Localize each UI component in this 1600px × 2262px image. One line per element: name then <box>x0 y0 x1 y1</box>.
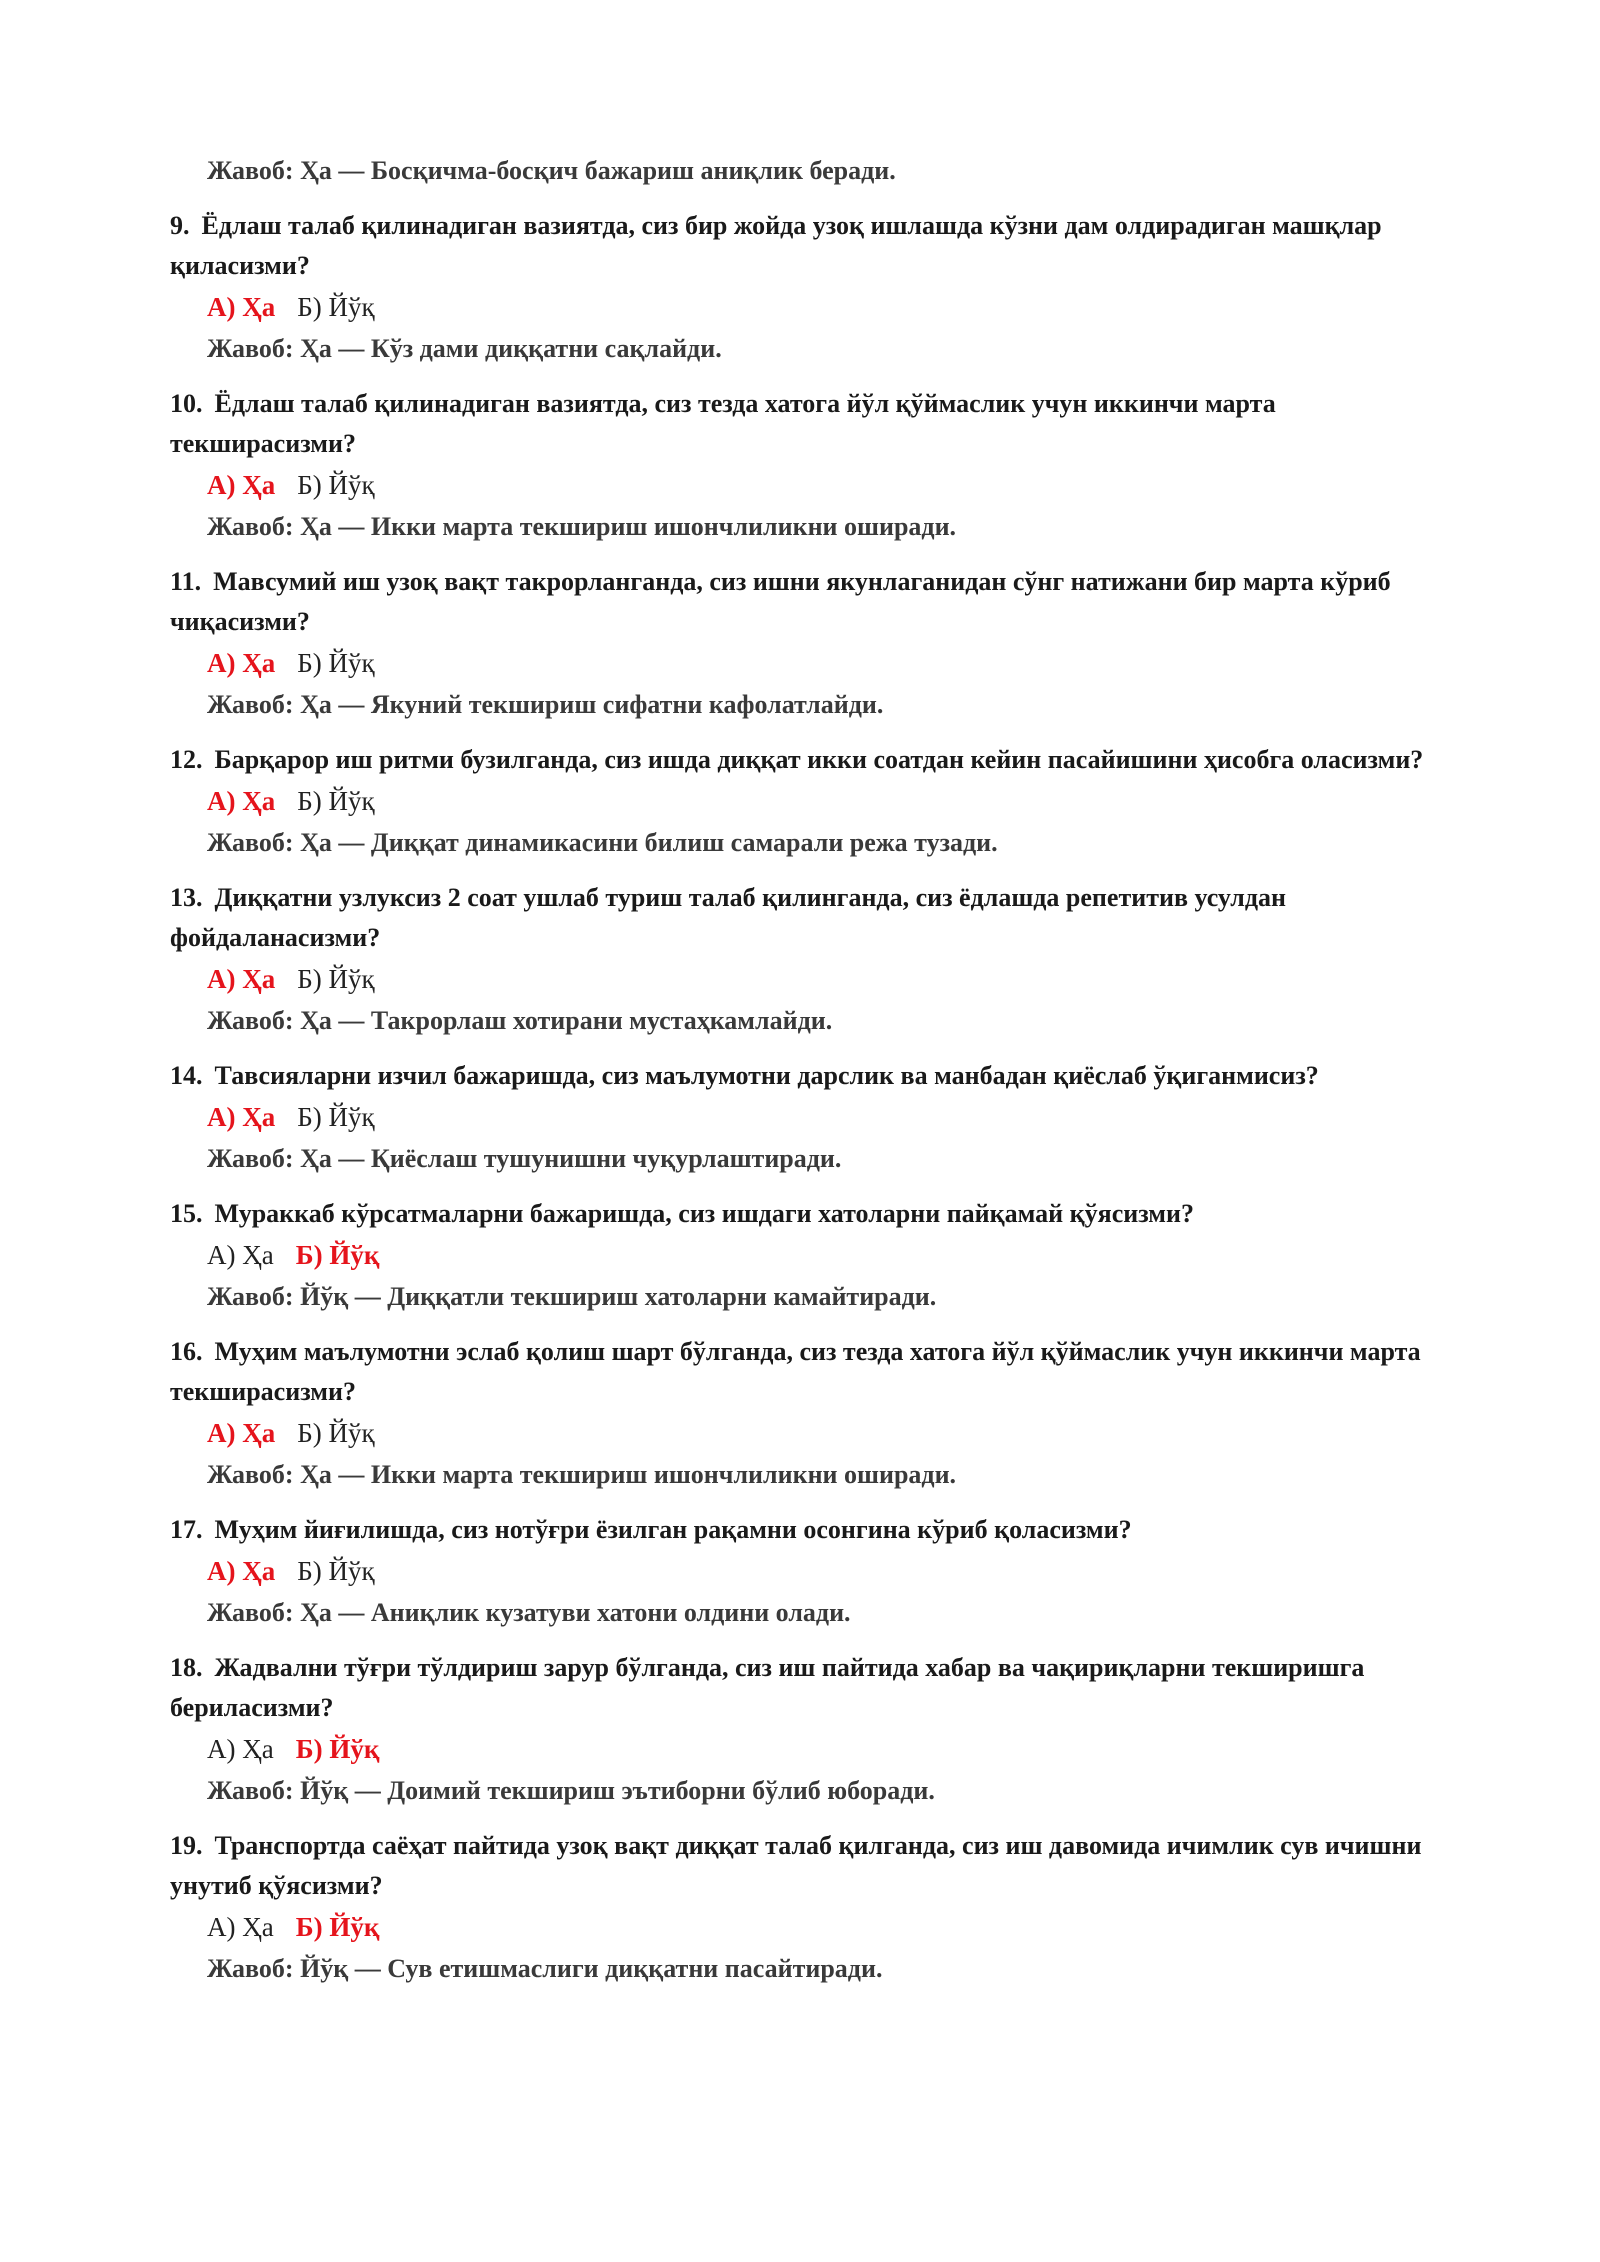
question-number: 13. <box>170 883 203 912</box>
option-b: Б) Йўқ <box>297 292 375 322</box>
option-b: Б) Йўқ <box>297 648 375 678</box>
question-number: 11. <box>170 567 202 596</box>
option-b: Б) Йўқ <box>297 1556 375 1586</box>
answer-line: Жавоб: Йўқ — Сув етишмаслиги диққатни пасайтиради. <box>207 1954 883 1983</box>
question-number: 14. <box>170 1061 203 1090</box>
answer-options <box>207 1906 1460 1948</box>
answer-options <box>207 780 1460 822</box>
question-text <box>170 878 1460 958</box>
option-a: А) Ҳа <box>207 648 276 678</box>
option-b: Б) Йўқ <box>297 786 375 816</box>
answer-line: Жавоб: Ҳа — Қиёслаш тушунишни чуқурлаштиради. <box>207 1144 842 1173</box>
question-text <box>170 1826 1460 1906</box>
answer-line: Жавоб: Ҳа — Аниқлик кузатуви хатони олдини олади. <box>207 1598 851 1627</box>
option-b: Б) Йўқ <box>295 1734 380 1764</box>
question-number: 19. <box>170 1831 203 1860</box>
answer-options <box>207 286 1460 328</box>
question-body: Муҳим йиғилишда, сиз нотўғри ёзилган рақамни осонгина кўриб қоласизми? <box>214 1515 1132 1544</box>
answer-options <box>207 958 1460 1000</box>
question-number: 17. <box>170 1515 203 1544</box>
question-body: Мавсумий иш узоқ вақт такрорланганда, сиз ишни якунлаганидан сўнг натижани бир марта кўриб чиқасизми? <box>170 567 1391 636</box>
question-block <box>170 740 1460 864</box>
question-text <box>170 1194 1460 1234</box>
question-text <box>170 1056 1460 1096</box>
option-a: А) Ҳа <box>207 1418 276 1448</box>
question-body: Муҳим маълумотни эслаб қолиш шарт бўлганда, сиз тезда хатога йўл қўймаслик учун иккинчи марта текширасизми? <box>170 1337 1421 1406</box>
question-body: Диққатни узлуксиз 2 соат ушлаб туриш талаб қилинганда, сиз ёдлашда репетитив усулдан фойдаланасизми? <box>170 883 1286 952</box>
question-number: 16. <box>170 1337 203 1366</box>
answer-options <box>207 1728 1460 1770</box>
answer-line: Жавоб: Йўқ — Диққатли текшириш хатоларни камайтиради. <box>207 1282 937 1311</box>
question-block <box>170 562 1460 726</box>
question-number: 18. <box>170 1653 203 1682</box>
answer-line: Жавоб: Ҳа — Якуний текшириш сифатни кафолатлайди. <box>207 690 884 719</box>
option-b: Б) Йўқ <box>297 1102 375 1132</box>
option-b: Б) Йўқ <box>295 1240 380 1270</box>
question-number: 15. <box>170 1199 203 1228</box>
question-body: Тавсияларни изчил бажаришда, сиз маълумотни дарслик ва манбадан қиёслаб ўқиганмисиз? <box>214 1061 1319 1090</box>
question-body: Мураккаб кўрсатмаларни бажаришда, сиз ишдаги хатоларни пайқамай қўясизми? <box>214 1199 1194 1228</box>
question-number: 12. <box>170 745 203 774</box>
question-number: 9. <box>170 211 190 240</box>
answer-options <box>207 1096 1460 1138</box>
question-block <box>170 878 1460 1042</box>
question-container <box>170 206 1460 1990</box>
option-a: А) Ҳа <box>207 1240 274 1270</box>
question-block <box>170 1332 1460 1496</box>
option-a: А) Ҳа <box>207 1912 274 1942</box>
question-text <box>170 740 1460 780</box>
answer-options <box>207 1412 1460 1454</box>
option-a: А) Ҳа <box>207 470 276 500</box>
option-a: А) Ҳа <box>207 292 276 322</box>
answer-line: Жавоб: Ҳа — Кўз дами диққатни сақлайди. <box>207 334 722 363</box>
answer-line: Жавоб: Йўқ — Доимий текшириш эътиборни бўлиб юборади. <box>207 1776 935 1805</box>
question-text <box>170 384 1460 464</box>
question-block <box>170 1826 1460 1990</box>
answer-options <box>207 642 1460 684</box>
option-a: А) Ҳа <box>207 1556 276 1586</box>
question-block <box>170 1510 1460 1634</box>
answer-options <box>207 464 1460 506</box>
question-block <box>170 1194 1460 1318</box>
question-body: Ёдлаш талаб қилинадиган вазиятда, сиз тезда хатога йўл қўймаслик учун иккинчи марта текширасизми? <box>170 389 1276 458</box>
question-block <box>170 1648 1460 1812</box>
option-b: Б) Йўқ <box>297 964 375 994</box>
option-a: А) Ҳа <box>207 786 276 816</box>
answer-line: Жавоб: Ҳа — Босқичма-босқич бажариш аниқлик беради. <box>207 156 896 185</box>
option-a: А) Ҳа <box>207 1102 276 1132</box>
question-block <box>170 206 1460 370</box>
question-block <box>170 1056 1460 1180</box>
option-a: А) Ҳа <box>207 1734 274 1764</box>
question-body: Ёдлаш талаб қилинадиган вазиятда, сиз бир жойда узоқ ишлашда кўзни дам олдирадиган машқлар қиласизми? <box>170 211 1382 280</box>
question-text <box>170 206 1460 286</box>
answer-options <box>207 1234 1460 1276</box>
option-b: Б) Йўқ <box>297 470 375 500</box>
question-text <box>170 562 1460 642</box>
option-b: Б) Йўқ <box>297 1418 375 1448</box>
answer-line: Жавоб: Ҳа — Такрорлаш хотирани мустаҳкамлайди. <box>207 1006 833 1035</box>
question-text <box>170 1332 1460 1412</box>
question-text <box>170 1648 1460 1728</box>
question-number: 10. <box>170 389 203 418</box>
option-b: Б) Йўқ <box>295 1912 380 1942</box>
questions-list <box>170 150 1460 1990</box>
answer-line: Жавоб: Ҳа — Икки марта текшириш ишончлиликни оширади. <box>207 1460 957 1489</box>
option-a: А) Ҳа <box>207 964 276 994</box>
answer-options <box>207 1550 1460 1592</box>
question-body: Барқарор иш ритми бузилганда, сиз ишда диққат икки соатдан кейин пасайишини ҳисобга оласизми? <box>214 745 1424 774</box>
question-body: Жадвални тўғри тўлдириш зарур бўлганда, сиз иш пайтида хабар ва чақириқларни текширишга бериласизми? <box>170 1653 1365 1722</box>
question-block <box>170 384 1460 548</box>
answer-line: Жавоб: Ҳа — Икки марта текшириш ишончлиликни оширади. <box>207 512 957 541</box>
answer-line: Жавоб: Ҳа — Диққат динамикасини билиш самарали режа тузади. <box>207 828 998 857</box>
question-text <box>170 1510 1460 1550</box>
question-body: Транспортда саёҳат пайтида узоқ вақт диққат талаб қилганда, сиз иш давомида ичимлик сув ичишни унутиб қўясизми? <box>170 1831 1422 1900</box>
